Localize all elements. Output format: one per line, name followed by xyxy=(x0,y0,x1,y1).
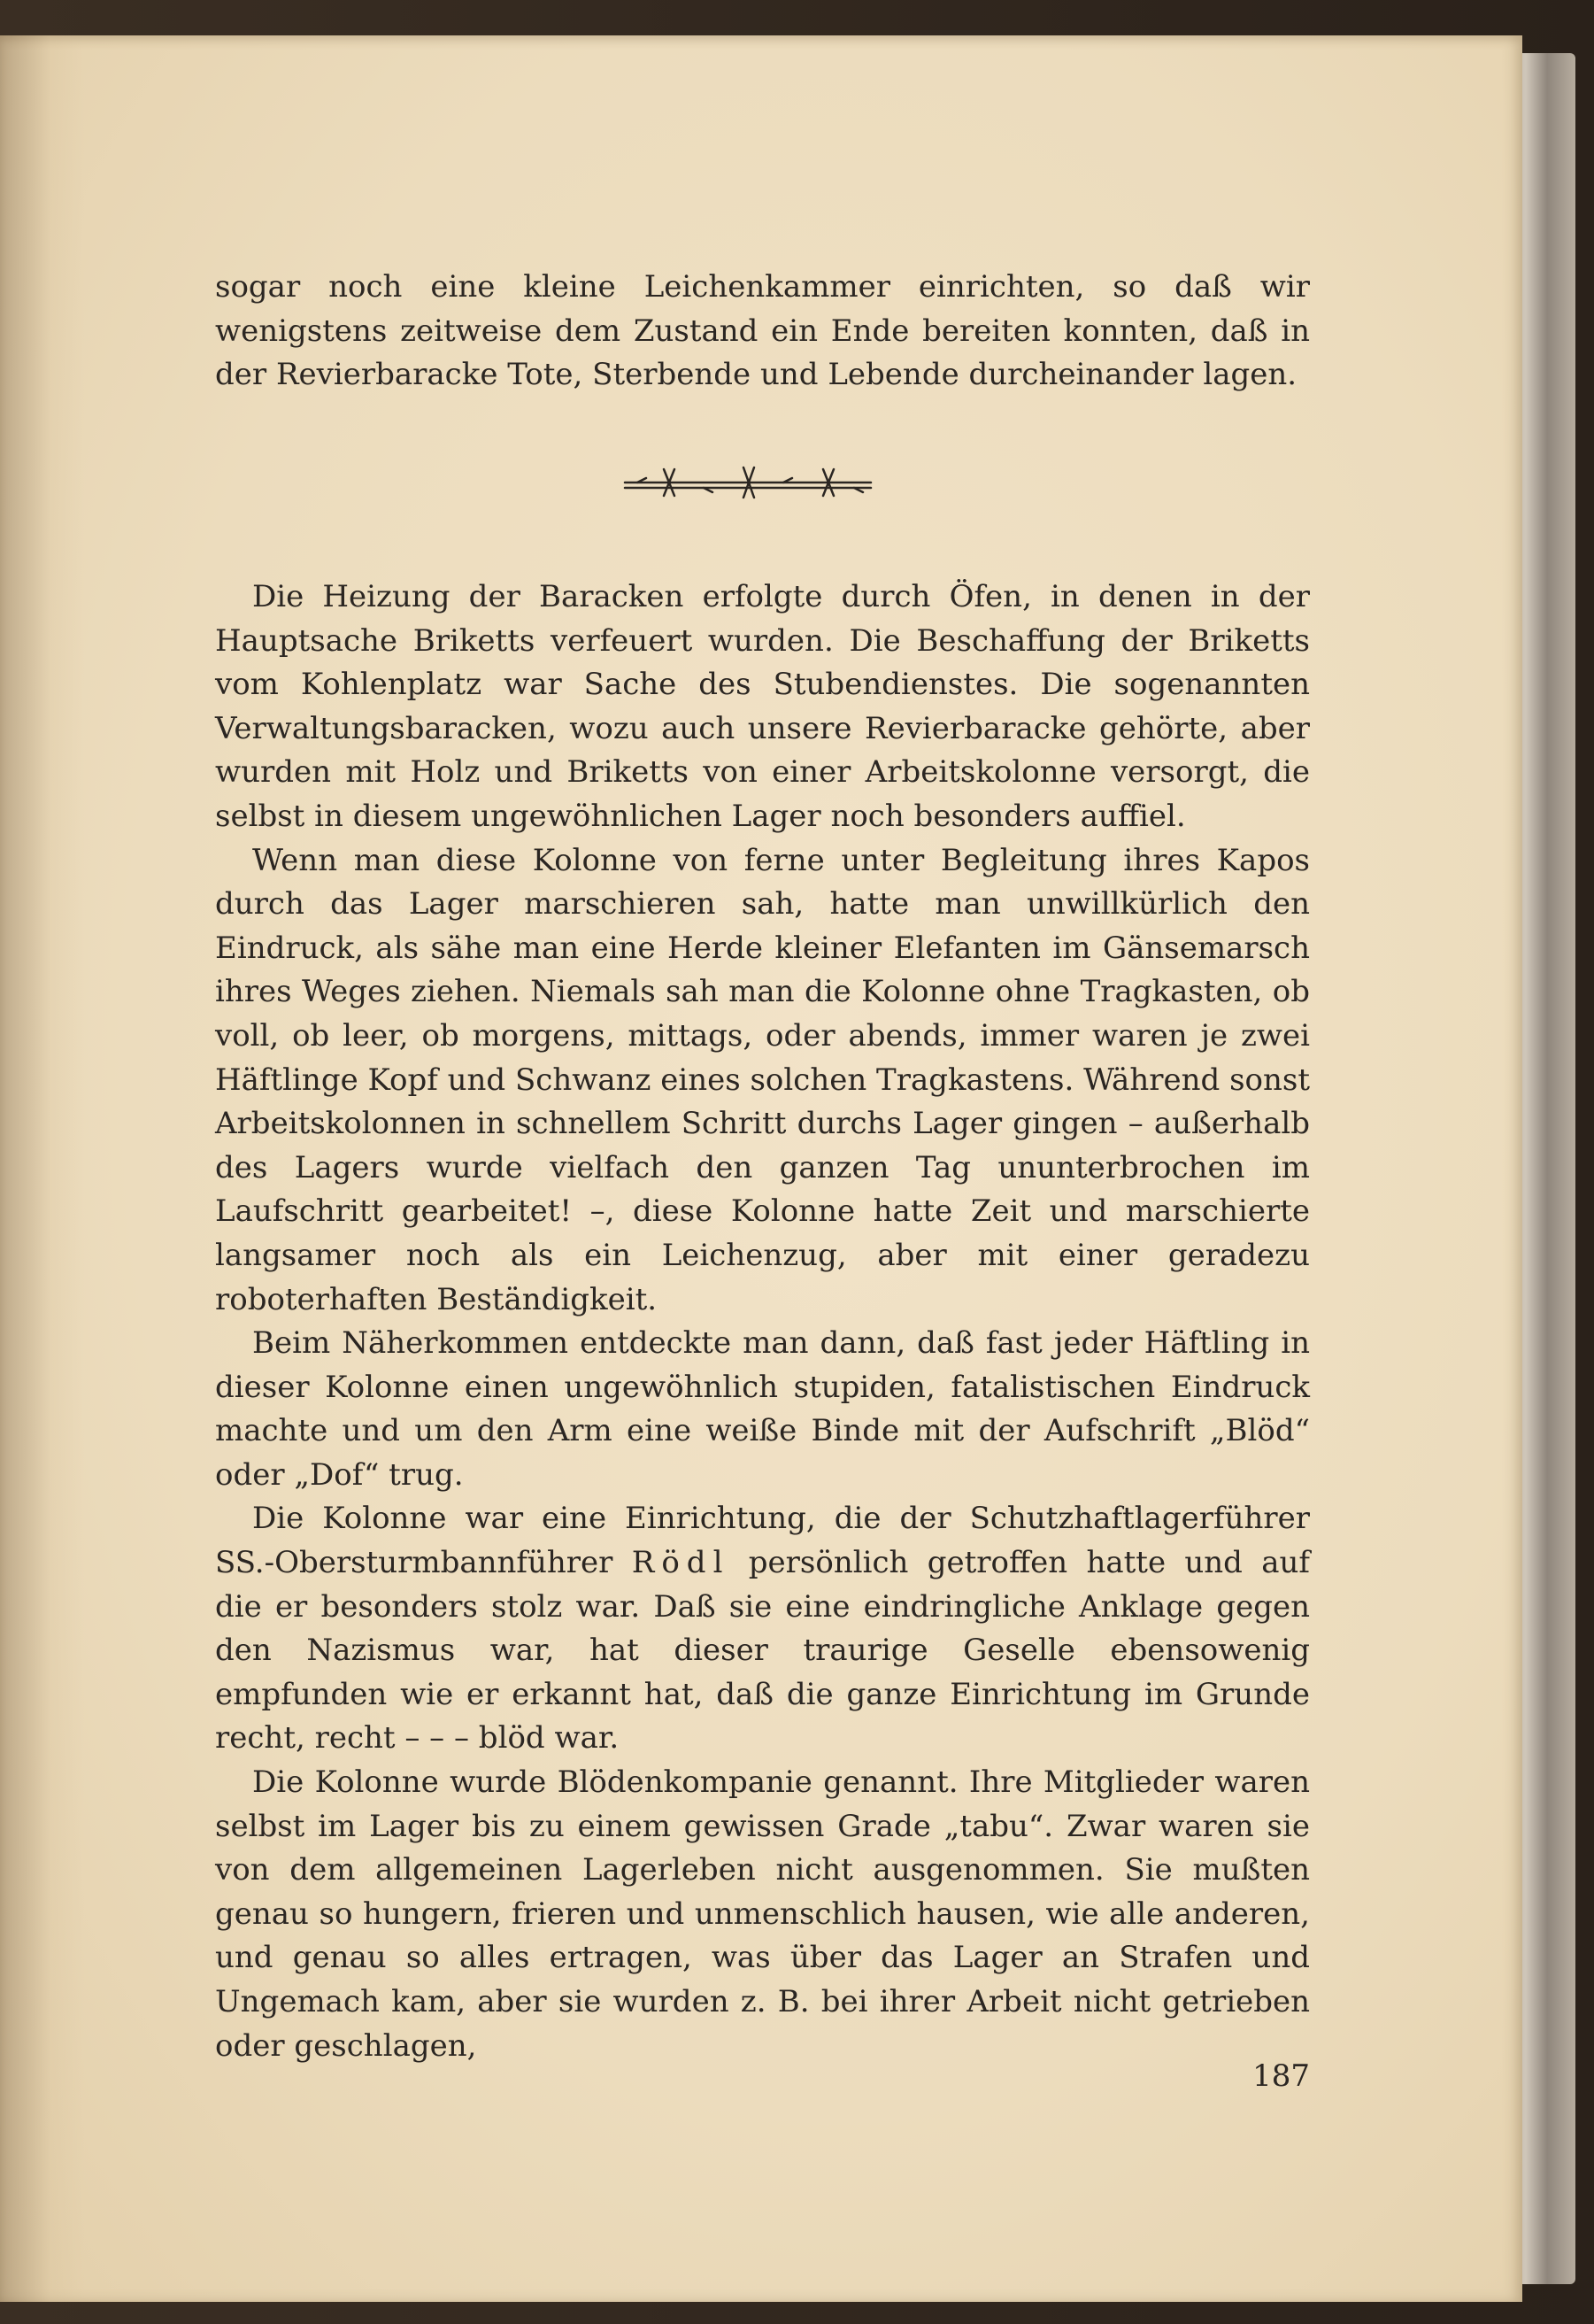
paragraph-roedl-start: Die Kolonne war eine Einrichtung, die der Schutzhaftlagerführer SS.-Obersturmbannführer xyxy=(215,1501,1310,1581)
paragraph-heating: Die Heizung der Baracken erfolgte durch Öfen, in denen in der Hauptsache Briketts verfeuert wurden. Die Beschaffung der Briketts vom Kohlenplatz war Sache des Stubendienstes. Die sogenannten Verwaltungsbaracken, wozu auch unsere Revierbaracke gehörte, aber wurden mit Holz und Briketts von einer Arbeitskolonne versorgt, die selbst in diesem ungewöhnlichen Lager noch besonders auffiel. xyxy=(215,579,1310,834)
paragraph-roedl xyxy=(215,1497,1310,1761)
paragraph-roedl-name: Rödl xyxy=(631,1545,730,1581)
paragraph-column-march: Wenn man diese Kolonne von ferne unter Begleitung ihres Kapos durch das Lager marschieren sah, hatte man unwillkürlich den Eindruck, als sähe man eine Herde kleiner Elefanten im Gänsemarsch ihres Weges ziehen. Niemals sah man die Kolonne ohne Tragkasten, ob voll, ob leer, ob morgens, mittags, oder abends, immer waren je zwei Häftlinge Kopf und Schwanz eines solchen Tragkastens. Während sonst Arbeitskolonnen in schnellem Schritt durchs Lager gingen – außerhalb des Lagers wurde vielfach den ganzen Tag ununterbrochen im Laufschritt gearbeitet! –, diese Kolonne hatte Zeit und marschierte langsamer noch als ein Leichenzug, aber mit einer geradezu roboterhaften Beständigkeit. xyxy=(215,842,1310,1317)
page-gutter xyxy=(0,35,84,2302)
barbed-wire-ornament-icon xyxy=(620,460,876,505)
page-number: 187 xyxy=(1252,2058,1310,2094)
paragraph-continuation: sogar noch eine kleine Leichenkammer einrichten, so daß wir wenigstens zeitweise dem Zustand ein Ende bereiten konnten, daß in der Revierbaracke Tote, Sterbende und Lebende durcheinander lagen. xyxy=(215,269,1310,393)
paragraph-company: Die Kolonne wurde Blödenkompanie genannt. Ihre Mitglieder waren selbst im Lager bis zu einem gewissen Grade „tabu“. Zwar waren sie von dem allgemeinen Lagerleben nicht ausgenommen. Sie mußten genau so hungern, frieren und unmenschlich hausen, wie alle anderen, und genau so alles ertragen, was über das Lager an Strafen und Ungemach kam, aber sie wurden z. B. bei ihrer Arbeit nicht getrieben oder geschlagen, xyxy=(215,1764,1310,2064)
paragraph-armband: Beim Näherkommen entdeckte man dann, daß fast jeder Häftling in dieser Kolonne einen ungewöhnlich stupiden, fatalistischen Eindruck machte und um den Arm eine weiße Binde mit der Aufschrift „Blöd“ oder „Dof“ trug. xyxy=(215,1325,1310,1493)
section-1-text xyxy=(215,266,1310,398)
section-2-text xyxy=(215,575,1310,2068)
paragraph-roedl-end: persönlich getroffen hatte und auf die er besonders stolz war. Daß sie eine eindringliche Anklage gegen den Nazismus war, hat dieser traurige Geselle ebensowenig empfunden wie er erkannt hat, daß die ganze Einrichtung im Grunde recht, recht – – – blöd war. xyxy=(215,1545,1310,1757)
